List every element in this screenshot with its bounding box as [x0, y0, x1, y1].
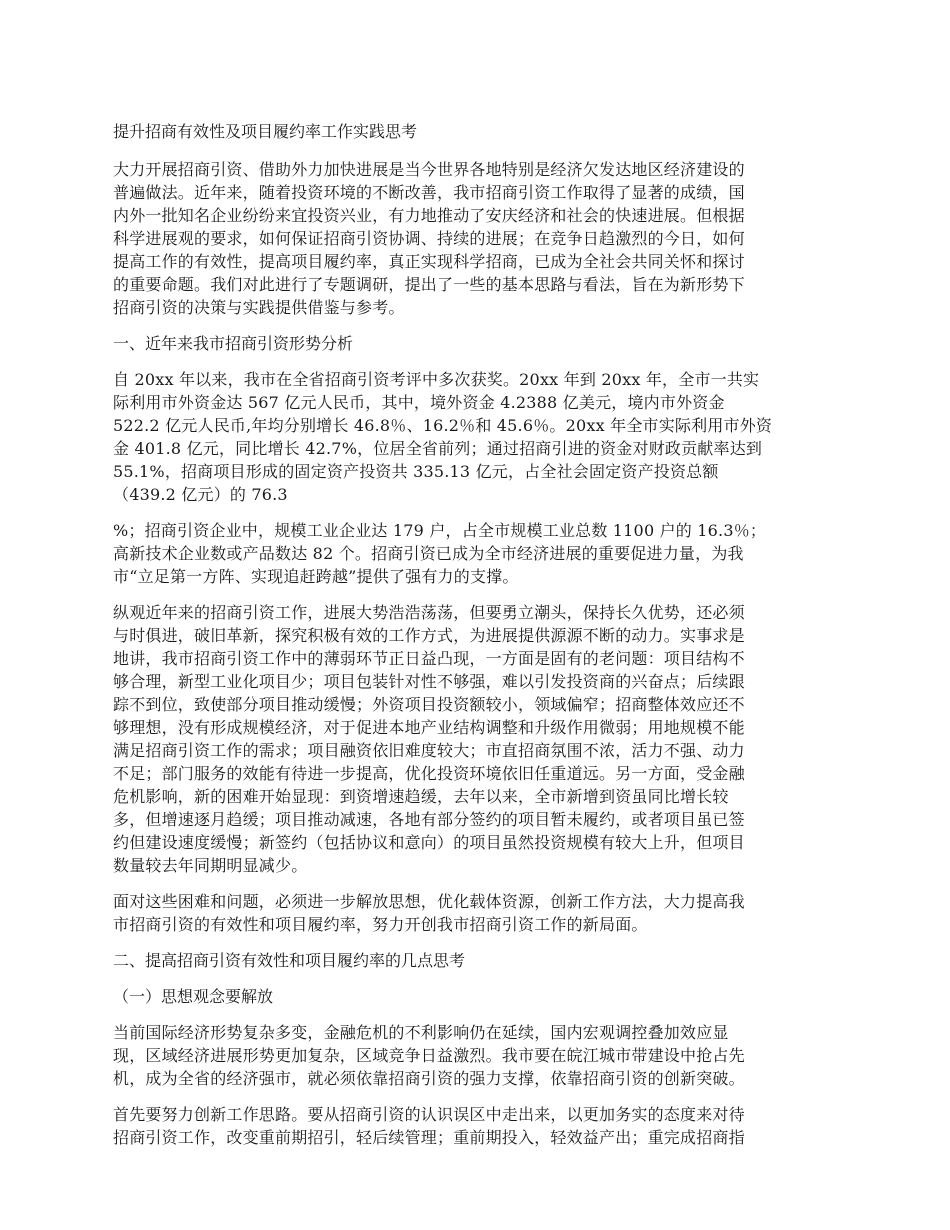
document-page [113, 120, 841, 1162]
paragraph-statistics-continued [113, 519, 841, 588]
text-line: 纵观近年来的招商引资工作，进展大势浩浩荡荡，但要勇立潮头，保持长久优势，还必须 [113, 603, 745, 622]
text-line: 够合理，新型工业化项目少；项目包装针对性不够强，难以引发投资商的兴奋点；后续跟 [113, 672, 745, 691]
text-line: %；招商引资企业中，规模工业企业达 179 户，占全市规模工业总数 1100 户的 16.3％； [113, 521, 767, 540]
text-line: 科学进展观的要求，如何保证招商引资协调、持续的进展；在竞争日趋激烈的今日，如何 [113, 229, 745, 248]
text-line: 危机影响，新的困难开始显现：到资增速趋缓，去年以来，全市新增到资虽同比增长较 [113, 787, 729, 806]
paragraph-intro [113, 158, 841, 319]
text-line: 满足招商引资工作的需求；项目融资依旧难度较大；市直招商氛围不浓，活力不强、动力 [113, 741, 745, 760]
paragraph-innovation [113, 1103, 841, 1149]
text-line: 内外一批知名企业纷纷来宜投资兴业，有力地推动了安庆经济和社会的快速进展。但根据 [113, 206, 745, 225]
text-line: 机，成为全省的经济强市，就必须依靠招商引资的强力支撑，依靠招商引资的创新突破。 [113, 1069, 745, 1088]
text-line: 首先要努力创新工作思路。要从招商引资的认识误区中走出来，以更加务实的态度来对待 [113, 1105, 745, 1124]
text-line: 现，区域经济进展形势更加复杂，区域竞争日益激烈。我市要在皖江城市带建设中抢占先 [113, 1046, 745, 1065]
text-line: 招商引资的决策与实践提供借鉴与参考。 [113, 298, 405, 317]
text-line: 当前国际经济形势复杂多变，金融危机的不利影响仍在延续，国内宏观调控叠加效应显 [113, 1023, 729, 1042]
text-line: 市“立足第一方阵、实现追赶跨越”提供了强有力的支撑。 [113, 567, 519, 586]
text-line: 踪不到位，致使部分项目推动缓慢；外资项目投资额较小，领域偏窄；招商整体效应还不 [113, 695, 745, 714]
text-line: 自 20xx 年以来，我市在全省招商引资考评中多次获奖。20xx 年到 20xx 年，全市一共实 [113, 370, 760, 389]
text-line: 不足；部门服务的效能有待进一步提高，优化投资环境依旧任重道远。另一方面，受金融 [113, 764, 745, 783]
text-line: 的重要命题。我们对此进行了专题调研，提出了一些的基本思路与看法，旨在为新形势下 [113, 275, 745, 294]
text-line: 约但建设速度缓慢；新签约（包括协议和意向）的项目虽然投资规模有较大上升，但项目 [113, 833, 745, 852]
paragraph-review [113, 601, 841, 877]
text-line: 高新技术企业数或产品数达 82 个。招商引资已成为全市经济进展的重要促进力量，为我 [113, 544, 744, 563]
text-line: 够理想，没有形成规模经济，对于促进本地产业结构调整和升级作用微弱；用地规模不能 [113, 718, 745, 737]
text-line: 地讲，我市招商引资工作中的薄弱环节正日益凸现，一方面是固有的老问题：项目结构不 [113, 649, 745, 668]
subsection-heading-1: （一）思想观念要解放 [113, 987, 274, 1006]
text-line: 大力开展招商引资、借助外力加快进展是当今世界各地特别是经济欠发达地区经济建设的 [113, 160, 745, 179]
paragraph-statistics [113, 368, 841, 506]
section-heading-2: 二、提高招商引资有效性和项目履约率的几点思考 [113, 951, 466, 970]
text-line: 多，但增速逐月趋缓；项目推动减速，各地有部分签约的项目暂未履约，或者项目虽已签 [113, 810, 745, 829]
text-line: 提高工作的有效性，提高项目履约率，真正实现科学招商，已成为全社会共同关怀和探讨 [113, 252, 745, 271]
text-line: 金 401.8 亿元，同比增长 42.7%，位居全省前列；通过招商引进的资金对财政贡献率达到 [113, 439, 763, 458]
text-line: （439.2 亿元）的 76.3 [113, 485, 288, 504]
text-line: 与时俱进，破旧革新，探究积极有效的工作方式，为进展提供源源不断的动力。实事求是 [113, 626, 745, 645]
text-line: 招商引资工作，改变重前期招引，轻后续管理；重前期投入，轻效益产出；重完成招商指 [113, 1128, 745, 1147]
text-line: 际利用市外资金达 567 亿元人民币，其中，境外资金 4.2388 亿美元，境内市外资金 [113, 393, 725, 412]
paragraph-response [113, 890, 841, 936]
text-line: 522.2 亿元人民币,年均分别增长 46.8％、16.2％和 45.6％。20xx 年全市实际利用市外资 [113, 416, 773, 435]
text-line: 面对这些困难和问题，必须进一步解放思想，优化载体资源，创新工作方法，大力提高我 [113, 892, 745, 911]
paragraph-context [113, 1021, 841, 1090]
text-line: 数量较去年同期明显减少。 [113, 856, 308, 875]
section-heading-1: 一、近年来我市招商引资形势分析 [113, 334, 354, 353]
document-title: 提升招商有效性及项目履约率工作实践思考 [113, 122, 418, 141]
text-line: 普遍做法。近年来，随着投资环境的不断改善，我市招商引资工作取得了显著的成绩，国 [113, 183, 745, 202]
text-line: 55.1%，招商项目形成的固定资产投资共 335.13 亿元，占全社会固定资产投资总额 [113, 462, 719, 481]
text-line: 市招商引资的有效性和项目履约率，努力开创我市招商引资工作的新局面。 [113, 915, 648, 934]
